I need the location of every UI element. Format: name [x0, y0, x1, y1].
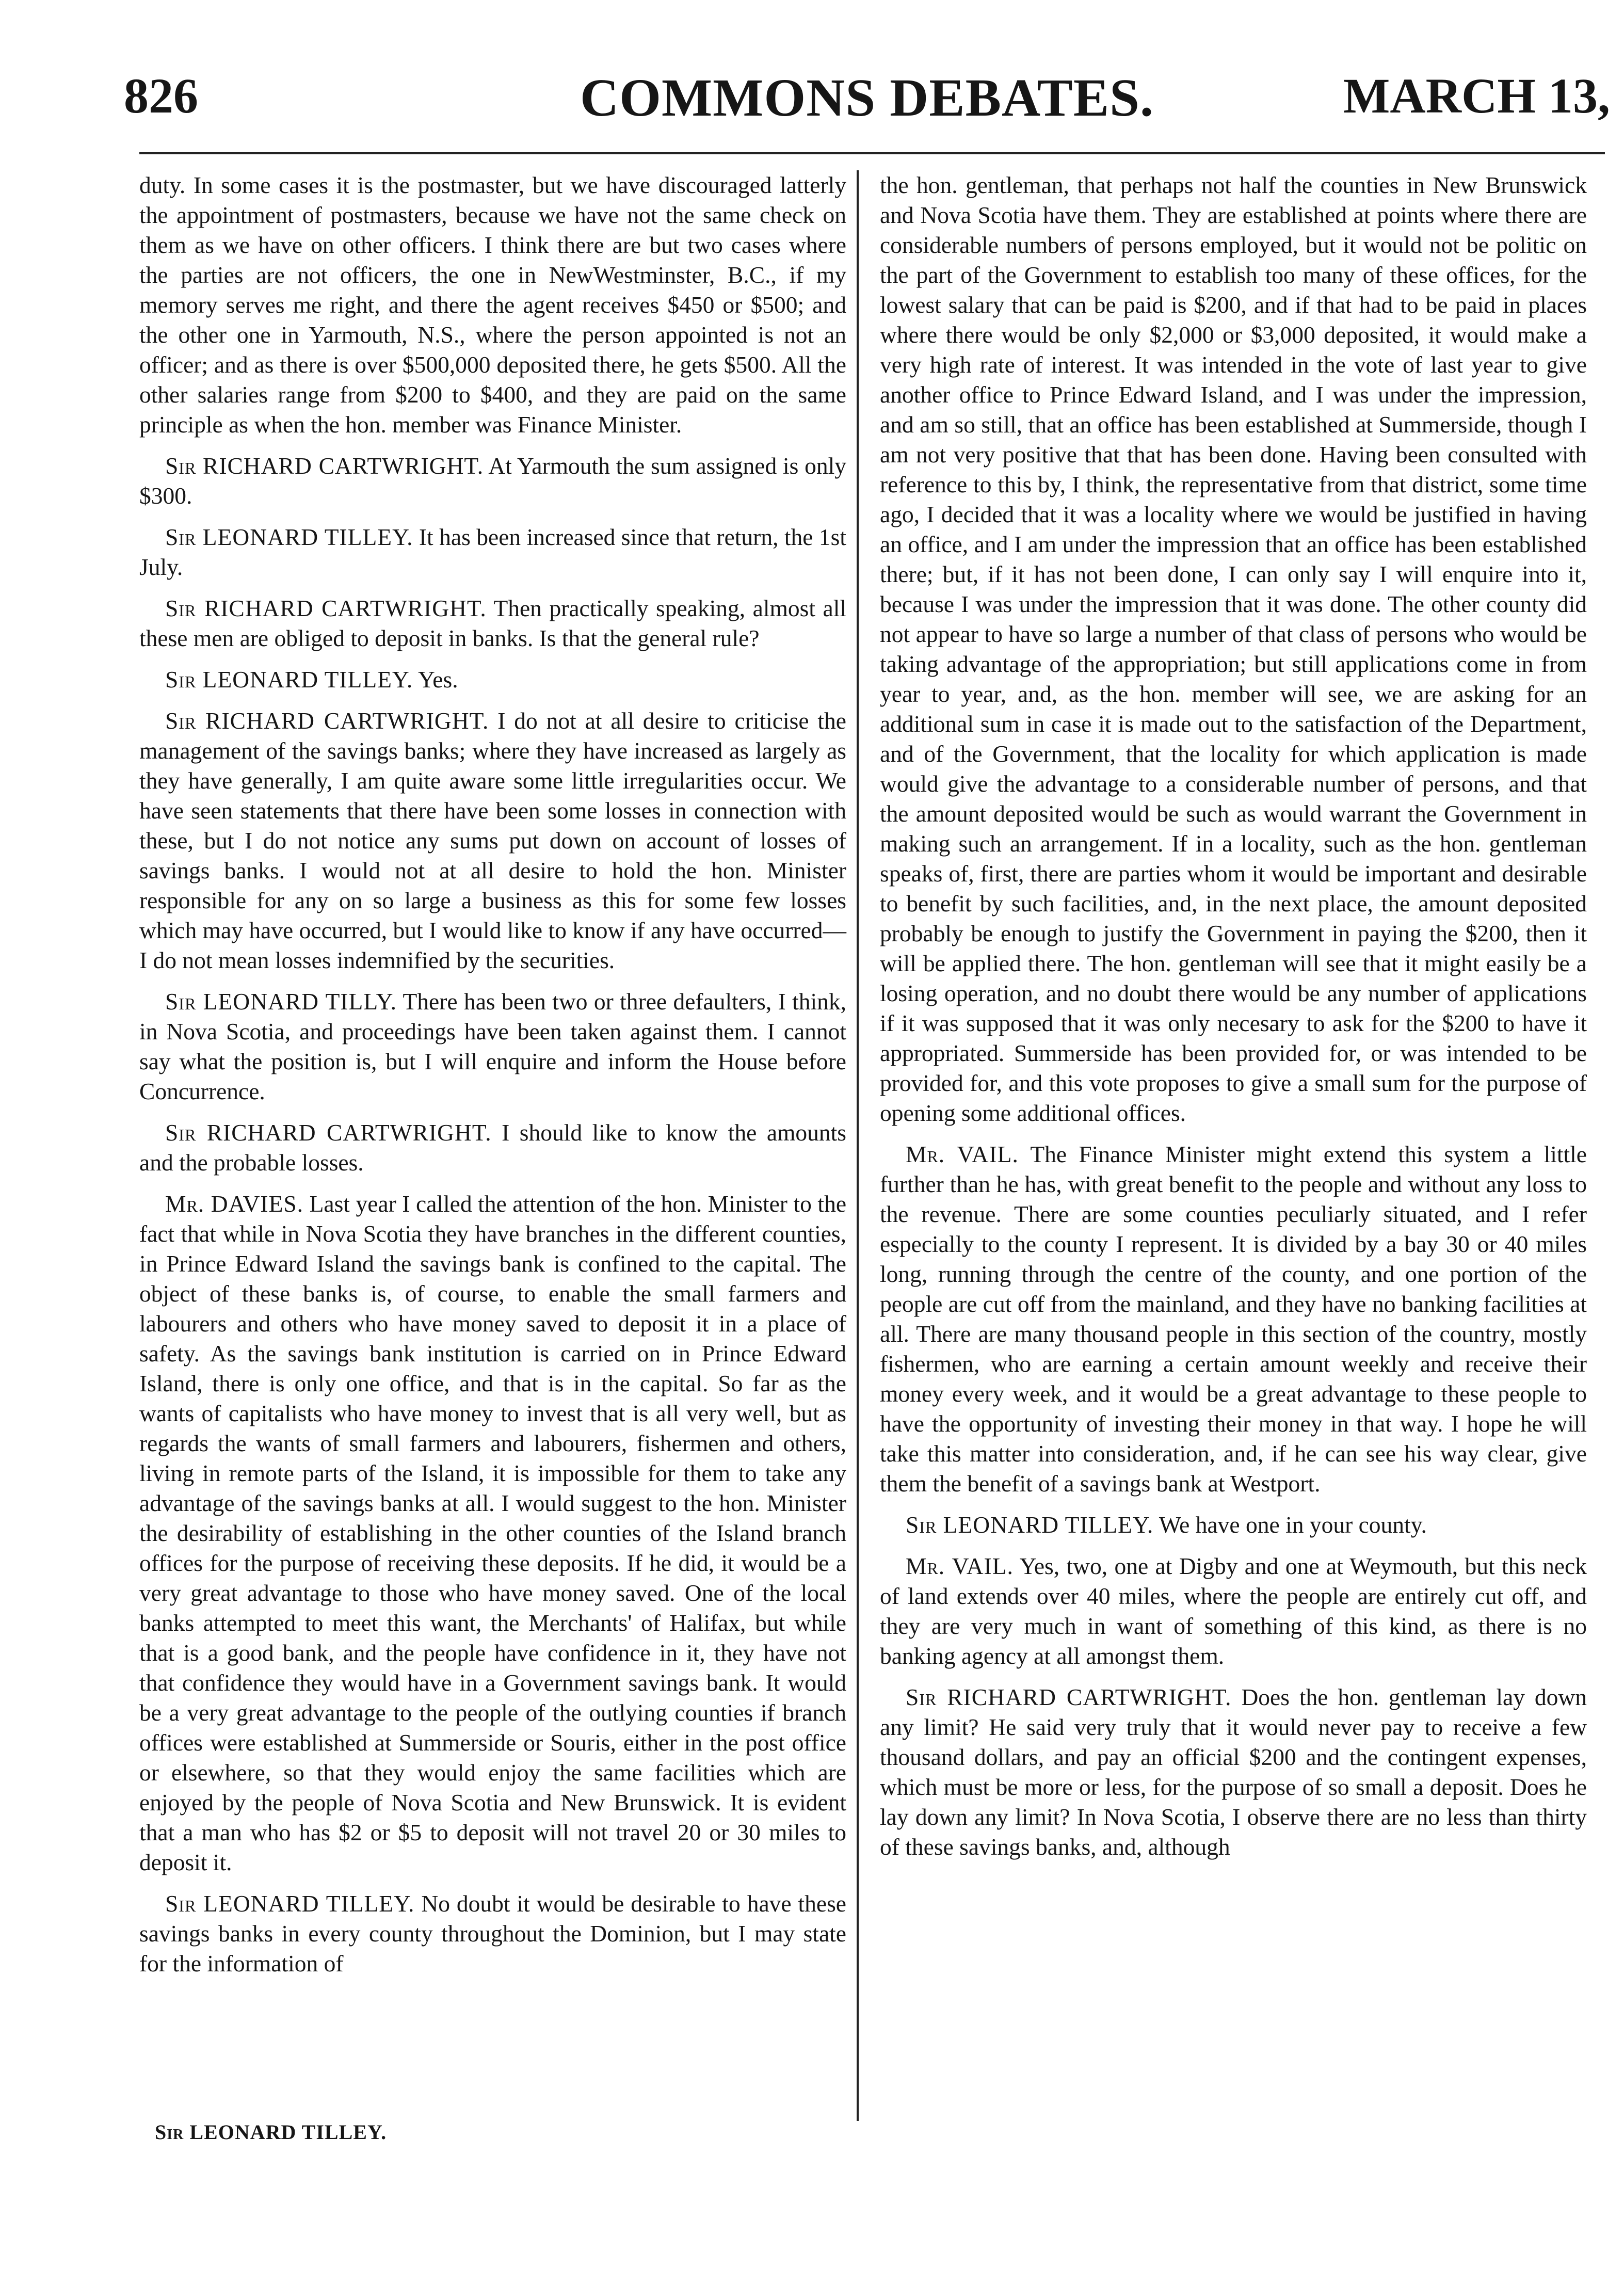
- paragraph-text: I should like to know the amounts and the probable losses.: [139, 1119, 847, 1176]
- paragraph: [139, 593, 846, 653]
- paragraph-text: Yes.: [417, 666, 458, 693]
- column-divider: [857, 170, 859, 2121]
- page-number: 826: [124, 68, 198, 123]
- paragraph: [139, 665, 846, 695]
- speaker-name: Mr. DAVIES.: [165, 1191, 304, 1217]
- paragraph-text: At Yarmouth the sum assigned is only $300.: [139, 453, 846, 509]
- paragraph-text: We have one in your county.: [1159, 1512, 1427, 1538]
- paragraph: [880, 170, 1587, 1128]
- paragraph: [139, 522, 846, 582]
- paragraph-text: Does the hon. gentleman lay down any limit? He said very truly that it would never pay to receive a few thousand dollars, and pay an official $200 and the contingent expenses, which must be more or less, for the purpose of so small a deposit. Does he lay down any limit? In Nova Scotia, I observe there are no less than thirty of these savings banks, and, although: [880, 1684, 1587, 1860]
- paragraph-text: The Finance Minister might extend this system a little further than he has, with great benefit to the people and without any loss to the revenue. There are some counties peculiarly situated, and I refer especially to the county I represent. It is divided by a bay 30 or 40 miles long, running through the centre of the county, and one portion of the people are cut off from the mainland, and they have no banking facilities at all. There are many thousand people in this section of the country, mostly fishermen, who are earning a certain amount weekly and receive their money every week, and it would be a great advantage to these people to have the opportunity of investing their money in that way. I hope he will take this matter into consideration, and, if he can see his way clear, give them the benefit of a savings bank at Westport.: [880, 1141, 1587, 1497]
- speaker-name: Mr. VAIL.: [906, 1553, 1014, 1579]
- speaker-name: Sir RICHARD CARTWRIGHT.: [165, 595, 487, 621]
- paragraph: [880, 1682, 1587, 1862]
- left-column: [139, 170, 846, 1990]
- paragraph-text: It has been increased since that return, the 1st July.: [139, 524, 847, 580]
- speaker-name: Sir RICHARD CARTWRIGHT.: [165, 453, 484, 479]
- paragraph: [139, 987, 846, 1106]
- page-date: MARCH 13,: [1343, 68, 1610, 123]
- right-column: [880, 170, 1587, 1873]
- paragraph-text: duty. In some cases it is the postmaster, but we have discouraged latterly the appointment of postmasters, because we have not the same check on them as we have on other officers. I think there are but two cases where the parties are not officers, the one in NewWestminster, B.C., if my memory serves me right, and there the agent receives $450 or $500; and the other one in Yarmouth, N.S., where the person appointed is not an officer; and as there is over $500,000 deposited there, he gets $500. All the other salaries range from $200 to $400, and they are paid on the same principle as when the hon. member was Finance Minister.: [139, 172, 846, 438]
- speaker-name: Sir RICHARD CARTWRIGHT.: [906, 1684, 1232, 1710]
- paragraph: [139, 170, 846, 440]
- speaker-name: Sir LEONARD TILLEY.: [906, 1512, 1154, 1538]
- paragraph: [139, 451, 846, 511]
- page-title: COMMONS DEBATES.: [580, 68, 1154, 127]
- speaker-name: Sir RICHARD CARTWRIGHT.: [165, 708, 489, 734]
- speaker-name: Sir LEONARD TILLEY.: [165, 666, 413, 693]
- speaker-name: Sir LEONARD TILLEY.: [165, 1890, 415, 1917]
- paragraph: [139, 1889, 846, 1979]
- speaker-name: Sir LEONARD TILLEY.: [165, 524, 413, 550]
- paragraph: [139, 1118, 846, 1178]
- running-footer-name: Sir LEONARD TILLEY.: [155, 2121, 387, 2144]
- paragraph: [139, 1189, 846, 1877]
- speaker-name: Sir RICHARD CARTWRIGHT.: [165, 1119, 492, 1146]
- paragraph-text: the hon. gentleman, that perhaps not half the counties in New Brunswick and Nova Scotia have them. They are established at points where there are considerable numbers of persons employed, but it would not be politic on the part of the Government to establish too many of these offices, for the lowest salary that can be paid is $200, and if that had to be paid in places where there would be only $2,000 or $3,000 deposited, it would make a very high rate of interest. It was intended in the vote of last year to give another office to Prince Edward Island, and I was under the impression, and am so still, that an office has been established at Summerside, though I am not very positive that that has been done. Having been consulted with reference to this by, I think, the representative from that district, some time ago, I decided that it was a locality where we would be justified in having an office, and I am under the impression that an office has been established there; but, if it has not been done, I can only say I will enquire into it, because I was under the impression that it was done. The other county did not appear to have so large a number of that class of persons who would be taking advantage of the appropriation; but still applications come in from year to year, and, as the hon. member will see, we are asking for an additional sum in case it is made out to the satisfaction of the Department, and of the Government, that the locality for which application is made would give the advantage to a considerable number of persons, and that the amount deposited would be such as would warrant the Government in making such an arrangement. If in a locality, such as the hon. gentleman speaks of, first, there are parties whom it would be important and desirable to benefit by such facilities, and, in the next place, the amount deposited probably be enough to justify the Government in paying the $200, then it will be applied there. The hon. gentleman will see that it might easily be a losing operation, and no doubt there would be any number of applications if it was supposed that it was only necesary to ask for the $200 to have it appropriated. Summerside has been provided for, or was intended to be provided for, and this vote proposes to give a small sum for the purpose of opening some additional offices.: [880, 172, 1587, 1126]
- paragraph-text: Last year I called the attention of the hon. Minister to the fact that while in Nova Scotia they have branches in the different counties, in Prince Edward Island the savings bank is confined to the capital. The object of these banks is, of course, to enable the small farmers and labourers and others who have money saved to deposit it in a place of safety. As the savings bank institution is carried on in Prince Edward Island, there is only one office, and that is in the capital. So far as the wants of capitalists who have money to invest that is all very well, but as regards the wants of small farmers and labourers, fishermen and others, living in remote parts of the Island, it is impossible for them to take any advantage of the savings banks at all. I would suggest to the hon. Minister the desirability of establishing in the other counties of the Island branch offices for the purpose of receiving these deposits. If he did, it would be a very great advantage to those who have money saved. One of the local banks attempted to meet this want, the Merchants' of Halifax, but while that is a good bank, and the people have confidence in it, they have not that confidence they would have in a Government savings bank. It would be a very great advantage to the people of the outlying counties if branch offices were established at Summerside or Souris, either in the post office or elsewhere, so that they would enjoy the same facilities which are enjoyed by the people of Nova Scotia and New Brunswick. It is evident that a man who has $2 or $5 to deposit will not travel 20 or 30 miles to deposit it.: [139, 1191, 847, 1875]
- speaker-name: Mr. VAIL.: [906, 1141, 1019, 1167]
- header-rule: [139, 152, 1605, 154]
- paragraph: [880, 1139, 1587, 1499]
- paragraph-text: I do not at all desire to criticise the management of the savings banks; where they have increased as largely as they have generally, I am quite aware some little irregularities occur. We have seen statements that there have been some losses in connection with these, but I do not notice any sums put down on account of losses of savings banks. I would not at all desire to hold the hon. Minister responsible for any on so large a business as this for some few losses which may have occurred, but I would like to know if any have occurred— I do not mean losses indemnified by the securities.: [139, 708, 846, 973]
- paragraph-text: There has been two or three defaulters, I think, in Nova Scotia, and proceedings have been taken against them. I cannot say what the position is, but I will enquire and inform the House before Concurrence.: [139, 988, 847, 1104]
- paragraph-text: Then practically speaking, almost all these men are obliged to deposit in banks. Is that the general rule?: [139, 595, 846, 651]
- paragraph: [880, 1551, 1587, 1671]
- speaker-name: Sir LEONARD TILLY.: [165, 988, 397, 1015]
- paragraph: [880, 1510, 1587, 1540]
- paragraph-text: No doubt it would be desirable to have these savings banks in every county throughout the Dominion, but I may state for the information of: [139, 1890, 846, 1977]
- paragraph-text: Yes, two, one at Digby and one at Weymouth, but this neck of land extends over 40 miles, where the people are entirely cut off, and they are very much in want of something of this kind, as there is no banking agency at all amongst them.: [880, 1553, 1587, 1669]
- page-header: [124, 67, 1610, 155]
- paragraph: [139, 706, 846, 975]
